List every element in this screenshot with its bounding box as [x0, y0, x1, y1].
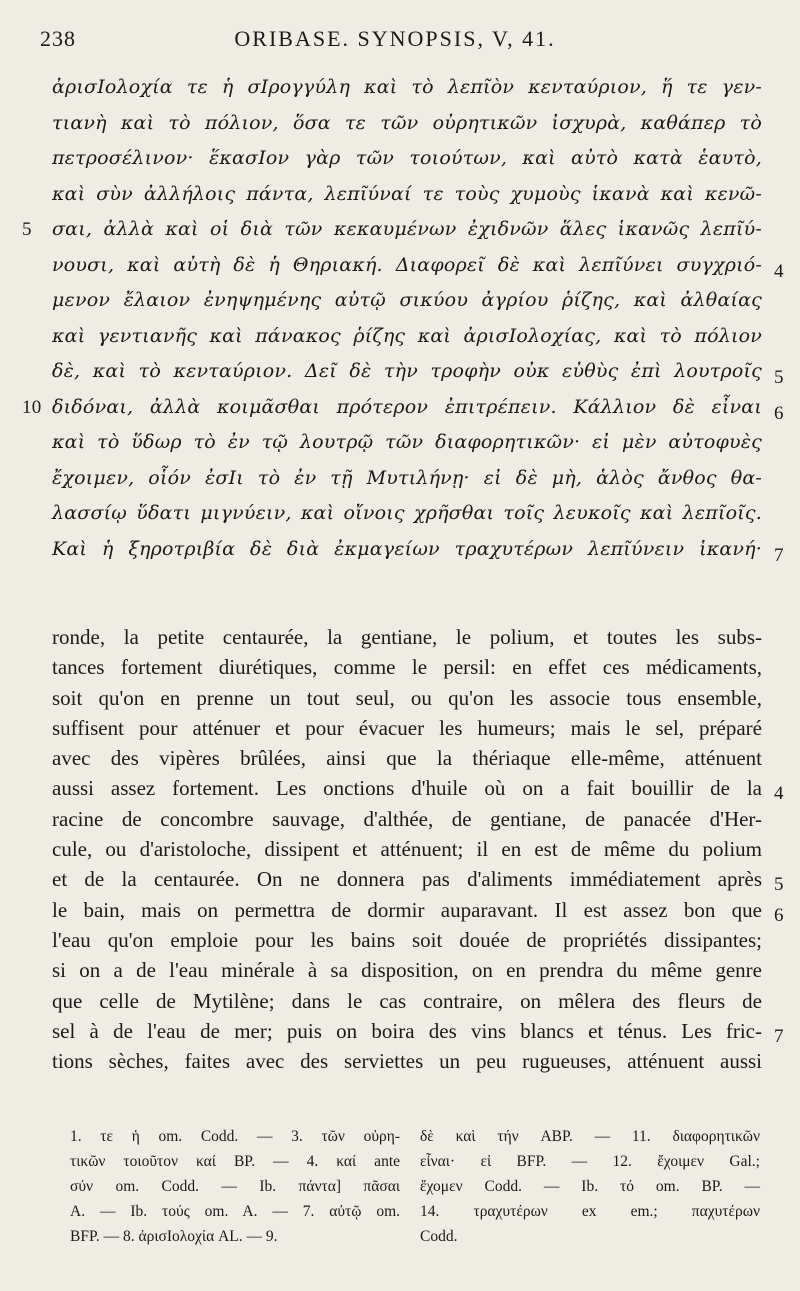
french-line-text: l'eau qu'on emploie pour les bains soit douée de propriétés dissipantes;: [52, 927, 762, 952]
french-line-text: tances fortement diurétiques, comme le persil: en effet ces médicaments,: [52, 655, 762, 680]
greek-line: [52, 425, 762, 461]
footnote-line: BFP. — 8. ἀρισΙολοχία AL. — 9.: [70, 1228, 278, 1245]
french-line: [52, 683, 762, 713]
french-line-text: avec des vipères brûlées, ainsi que la thériaque elle-même, atténuent: [52, 746, 762, 771]
running-head: ORIBASE. SYNOPSIS, V, 41.: [234, 26, 556, 51]
greek-line: [22, 390, 784, 426]
french-line: [52, 895, 784, 926]
greek-line-text: δὲ, καὶ τὸ κενταύριον. Δεῖ δὲ τὴν τροφὴν οὐκ εὐθὺς ἐπὶ λουτροῖς: [52, 360, 762, 382]
section-number: 7: [774, 544, 784, 566]
french-line: [52, 743, 762, 773]
french-line: [52, 713, 762, 743]
line-number: 10: [22, 396, 42, 418]
greek-line: [52, 283, 762, 319]
french-line: [52, 834, 762, 864]
greek-line: [52, 141, 762, 177]
french-line-text: et de la centaurée. On ne donnera pas d'aliments immédiatement après: [52, 867, 762, 892]
french-line: [52, 652, 762, 682]
greek-line: [52, 532, 784, 568]
greek-line: [52, 177, 762, 213]
french-line-text: racine de concombre sauvage, d'althée, de gentiane, de panacée d'Her-: [52, 806, 762, 831]
french-line-text: ronde, la petite centaurée, la gentiane, le polium, et toutes les subs-: [52, 625, 762, 649]
french-translation-block: [52, 622, 784, 1076]
french-line-text: soit qu'on en prenne un tout seul, ou qu'on les associe tous ensemble,: [52, 685, 762, 710]
french-line: [52, 804, 762, 834]
greek-line-text: σαι, ἀλλὰ καὶ οἱ διὰ τῶν κεκαυμένων ἐχιδνῶν ἅλες ἱκανῶς λεπῖύ-: [52, 218, 762, 240]
footnote-line: τικῶν τοιοῦτον καί BP. — 4. καί ante: [70, 1153, 400, 1170]
greek-line-text: καὶ σὺν ἀλλήλοις πάντα, λεπῖύναί τε τοὺς χυμοὺς ἱκανὰ καὶ κενῶ-: [52, 182, 762, 205]
footnote-line: σύν om. Codd. — Ib. πάντα] πᾶσαι: [70, 1178, 400, 1195]
greek-line-text: ἔχοιμεν, οἷόν ἐσΙι τὸ ἐν τῇ Μυτιλήνῃ· εἰ δὲ μὴ, ἁλὸς ἄνθος θα-: [52, 466, 762, 489]
greek-line: [52, 248, 784, 284]
section-number: 6: [774, 904, 784, 926]
section-number: 4: [774, 783, 784, 805]
greek-line: [52, 496, 762, 532]
greek-line-text: τιανὴ καὶ τὸ πόλιον, ὅσα τε τῶν οὐρητικῶν ἰσχυρὰ, καθάπερ τὸ: [52, 111, 762, 134]
section-number: 4: [774, 260, 784, 282]
footnote-line: δὲ καὶ τήν ABP. — 11. διαφορητικῶν: [420, 1128, 760, 1145]
footnotes-right-column: [420, 1124, 760, 1249]
greek-line: [52, 354, 784, 390]
line-number: 5: [22, 219, 32, 240]
footnote-line: A. — Ib. τούς om. A. — 7. αὐτῷ om.: [70, 1203, 400, 1220]
section-number: 5: [774, 367, 784, 388]
greek-line-text: καὶ γεντιανῆς καὶ πάνακος ῥίζης καὶ ἀρισΙολοχίας, καὶ τὸ πόλιον: [52, 324, 762, 347]
french-line: [52, 986, 762, 1016]
footnote-line: 1. τε ἡ om. Codd. — 3. τῶν οὐρη-: [70, 1128, 400, 1145]
page-header: [40, 26, 750, 62]
french-line: [52, 955, 762, 985]
greek-line-text: Καὶ ἡ ξηροτριβία δὲ διὰ ἐκμαγείων τραχυτέρων λεπῖύνειν ἱκανή·: [52, 537, 762, 560]
greek-line-text: ἀρισΙολοχία τε ἡ σΙρογγύλη καὶ τὸ λεπῖὸν κενταύριον, ἥ τε γεν-: [52, 76, 762, 98]
page-number: 238: [40, 26, 76, 51]
greek-line-text: νουσι, καὶ αὐτὴ δὲ ἡ Θηριακή. Διαφορεῖ δὲ καὶ λεπῖύνει συγχριό-: [52, 253, 762, 276]
footnote-line: εἶναι· εἰ BFP. — 12. ἔχοιμεν Gal.;: [420, 1153, 760, 1170]
greek-line: [52, 70, 762, 106]
section-number: 6: [774, 402, 784, 424]
french-line-text: cule, ou d'aristoloche, dissipent et atténuent; il en est de même du polium: [52, 837, 762, 862]
greek-line: [52, 106, 762, 142]
greek-line-text: πετροσέλινον· ἕκασΙον γὰρ τῶν τοιούτων, καὶ αὐτὸ κατὰ ἑαυτὸ,: [52, 147, 762, 169]
french-line-text: sel à de l'eau de mer; puis on boira des vins blancs et ténus. Les fric-: [52, 1018, 762, 1043]
french-line-text: aussi assez fortement. Les onctions d'huile où on a fait bouillir de la: [52, 776, 762, 801]
footnote-line: ἔχομεν Codd. — Ib. τό om. BP. —: [420, 1178, 760, 1195]
french-line: [52, 622, 762, 652]
french-line-text: si on a de l'eau minérale à sa disposition, on en prendra du même genre: [52, 958, 762, 983]
greek-line-text: διδόναι, ἀλλὰ κοιμᾶσθαι πρότερον ἐπιτρέπειν. Κάλλιον δὲ εἶναι: [52, 395, 762, 418]
french-line-text: le bain, mais on permettra de dormir auparavant. Il est assez bon que: [52, 897, 762, 922]
french-line-text: suffisent pour atténuer et pour évacuer les humeurs; mais le sel, préparé: [52, 715, 762, 740]
section-number: 7: [774, 1025, 784, 1047]
greek-line-text: μενον ἔλαιον ἐνηψημένης αὐτῷ σικύου ἀγρίου ῥίζης, καὶ ἀλθαίας: [52, 289, 762, 311]
french-line-text: tions sèches, faites avec des serviettes un peu rugueuses, atténuent aussi: [52, 1049, 762, 1074]
greek-line: [22, 212, 762, 248]
greek-line: [52, 461, 762, 497]
french-line: [52, 1046, 762, 1076]
french-line: [52, 864, 784, 896]
french-line: [52, 1016, 784, 1047]
greek-line-text: λασσίῳ ὕδατι μιγνύειν, καὶ οἴνοις χρῆσθαι τοῖς λευκοῖς καὶ λεπῖοῖς.: [52, 502, 762, 524]
french-line: [52, 925, 762, 955]
greek-text-block: [22, 70, 784, 567]
greek-line: [52, 319, 762, 355]
french-line-text: que celle de Mytilène; dans le cas contraire, on mêlera des fleurs de: [52, 988, 762, 1013]
french-line: [52, 773, 784, 805]
footnote-line: 14. τραχυτέρων ex em.; παχυτέρων: [420, 1203, 760, 1220]
section-number: 5: [774, 874, 784, 896]
footnote-line: Codd.: [420, 1228, 458, 1245]
greek-line-text: καὶ τὸ ὕδωρ τὸ ἐν τῷ λουτρῷ τῶν διαφορητικῶν· εἰ μὲν αὐτοφυὲς: [52, 431, 762, 453]
footnotes-left-column: [70, 1124, 400, 1249]
